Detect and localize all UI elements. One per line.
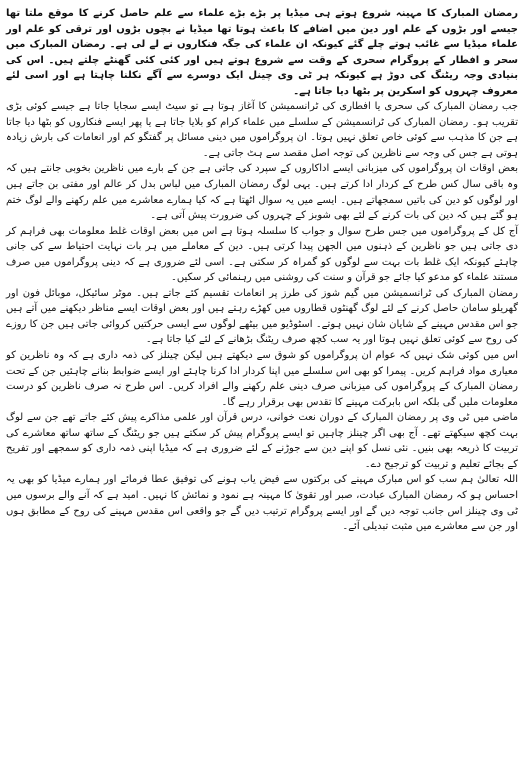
article-paragraph-8: اللہ تعالیٰ ہم سب کو اس مبارک مہینے کی برکتوں سے فیض یاب ہونے کی توفیق عطا فرمائے اور ہمارے میڈیا کو بھی یہ احساس ہو کہ رمضان المبارک عبادت، صبر اور تقویٰ کا مہینہ ہے نمود و نمائش کا نہیں۔ امید ہے کہ آنے والے برسوں میں ٹی وی چینلز اس جانب توجہ دیں گے اور ایسے پروگرام ترتیب دیں گے جو واقعی اس مقدس مہینے کی روح کے مطابق ہوں اور جن سے معاشرے میں مثبت تبدیلی آئے۔ xyxy=(6,474,518,533)
article-paragraph-6: اس میں کوئی شک نہیں کہ عوام ان پروگراموں کو شوق سے دیکھتے ہیں لیکن چینلز کی ذمہ داری ہے کہ وہ ناظرین کو معیاری مواد فراہم کریں۔ پیمرا کو بھی اس سلسلے میں اپنا کردار ادا کرنا چاہئے اور ایسے ضوابط بنانے چاہئیں جن کے تحت رمضان المبارک کے پروگراموں کی میزبانی صرف دینی علم رکھنے والے افراد کریں۔ اس طرح نہ صرف ناظرین کو درست معلومات ملیں گی بلکہ اس بابرکت مہینے کا تقدس بھی برقرار رہے گا۔ xyxy=(6,350,518,408)
article-paragraph-2: جب رمضان المبارک کی سحری یا افطاری کی ٹرانسمیشن کا آغاز ہوتا ہے تو سیٹ ایسے سجایا جاتا ہے جیسے کوئی بڑی تقریب ہو۔ رمضان المبارک کی ٹرانسمیشن کے سلسلے میں علماء کرام کو بلایا جاتا ہے یا پھر ایسے فنکاروں کو بٹھا دیا جاتا ہے جن کا مذہب سے کوئی خاص تعلق نہیں ہوتا۔ ان پروگراموں میں دینی مسائل پر گفتگو کم اور انعامات کی بارش زیادہ ہوتی ہے جس کی وجہ سے ناظرین کی توجہ اصل مقصد سے ہٹ جاتی ہے۔ xyxy=(6,101,518,159)
article-paragraph-1: رمضان المبارک کا مہینہ شروع ہوتے ہی میڈیا پر بڑے بڑے علماء سے علم حاصل کرنے کا موقع ملتا تھا جیسے اور بڑوں کے علم اور دین میں اضافے کا باعث ہوتا تھا میڈیا نے بچوں بڑوں اور ترقی کو علم اور علماء میڈیا سے غائب ہوتے چلے گئے کیونکہ ان علماء کی جگہ فنکاروں نے لے لی ہے۔ رمضان المبارک میں سحر و افطار کے پروگرام سحری کے وقت سے شروع ہوتے ہیں اور کئی کئی گھنٹے چلتے ہیں۔ اس کی بنیادی وجہ ریٹنگ کی دوڑ ہے کیونکہ ہر ٹی وی چینل ایک دوسرے سے آگے نکلنا چاہتا ہے اور اسی لئے معروف چہروں کو اسکرین پر بٹھا دیا جاتا ہے۔ xyxy=(6,8,518,97)
urdu-article-column xyxy=(6,6,518,535)
article-paragraph-5: رمضان المبارک کی ٹرانسمیشن میں گیم شوز کی طرز پر انعامات تقسیم کئے جاتے ہیں۔ موٹر سائیکل، موبائل فون اور گھریلو سامان حاصل کرنے کے لئے لوگ گھنٹوں قطاروں میں کھڑے رہتے ہیں اور بعض اوقات ایسے مناظر دیکھنے میں آتے ہیں جو اس مقدس مہینے کے شایان شان نہیں ہوتے۔ اسٹوڈیو میں بیٹھے لوگوں سے ایسی حرکتیں کروائی جاتی ہیں جن کا روزے کی روح سے کوئی تعلق نہیں ہوتا اور یہ سب کچھ صرف ریٹنگ بڑھانے کے لئے کیا جاتا ہے۔ xyxy=(6,287,518,346)
article-paragraph-3: بعض اوقات ان پروگراموں کی میزبانی ایسے اداکاروں کے سپرد کی جاتی ہے جن کے بارے میں ناظرین بخوبی جانتے ہیں کہ وہ باقی سال کس طرح کے کردار ادا کرتے ہیں۔ یہی لوگ رمضان المبارک میں لباس بدل کر عالم اور مفتی بن جاتے ہیں اور لوگوں کو دین کی باتیں سمجھاتے ہیں۔ ایسے میں یہ سوال اٹھتا ہے کہ کیا ہمارے معاشرے میں علم رکھنے والے لوگ ختم ہو گئے ہیں کہ دین کی بات کرنے کے لئے بھی شوبز کے چہروں کی ضرورت پیش آتی ہے۔ xyxy=(6,163,518,222)
article-paragraph-4: آج کل کے پروگراموں میں جس طرح سوال و جواب کا سلسلہ ہوتا ہے اس میں بعض اوقات غلط معلومات بھی فراہم کر دی جاتی ہیں جو ناظرین کے ذہنوں میں الجھن پیدا کرتی ہیں۔ دین کے معاملے میں ہر بات نہایت احتیاط سے کی جانی چاہئے کیونکہ ایک غلط بات بہت سے لوگوں کو گمراہ کر سکتی ہے۔ اسی لئے ضروری ہے کہ دینی پروگراموں میں صرف مستند علماء کو مدعو کیا جائے جو قرآن و سنت کی روشنی میں رہنمائی کر سکیں۔ xyxy=(6,225,518,284)
article-paragraph-7: ماضی میں ٹی وی پر رمضان المبارک کے دوران نعت خوانی، درس قرآن اور علمی مذاکرے پیش کئے جاتے تھے جن سے لوگ بہت کچھ سیکھتے تھے۔ آج بھی اگر چینلز چاہیں تو ایسے پروگرام پیش کر سکتے ہیں جو ریٹنگ کے ساتھ ساتھ معاشرے کی تربیت کا ذریعہ بھی بنیں۔ نئی نسل کو اپنے دین سے جوڑنے کے لئے ضروری ہے کہ میڈیا اپنی ذمہ داری کو سمجھے اور تفریح کے بجائے تعلیم و تربیت کو ترجیح دے۔ xyxy=(6,412,518,470)
